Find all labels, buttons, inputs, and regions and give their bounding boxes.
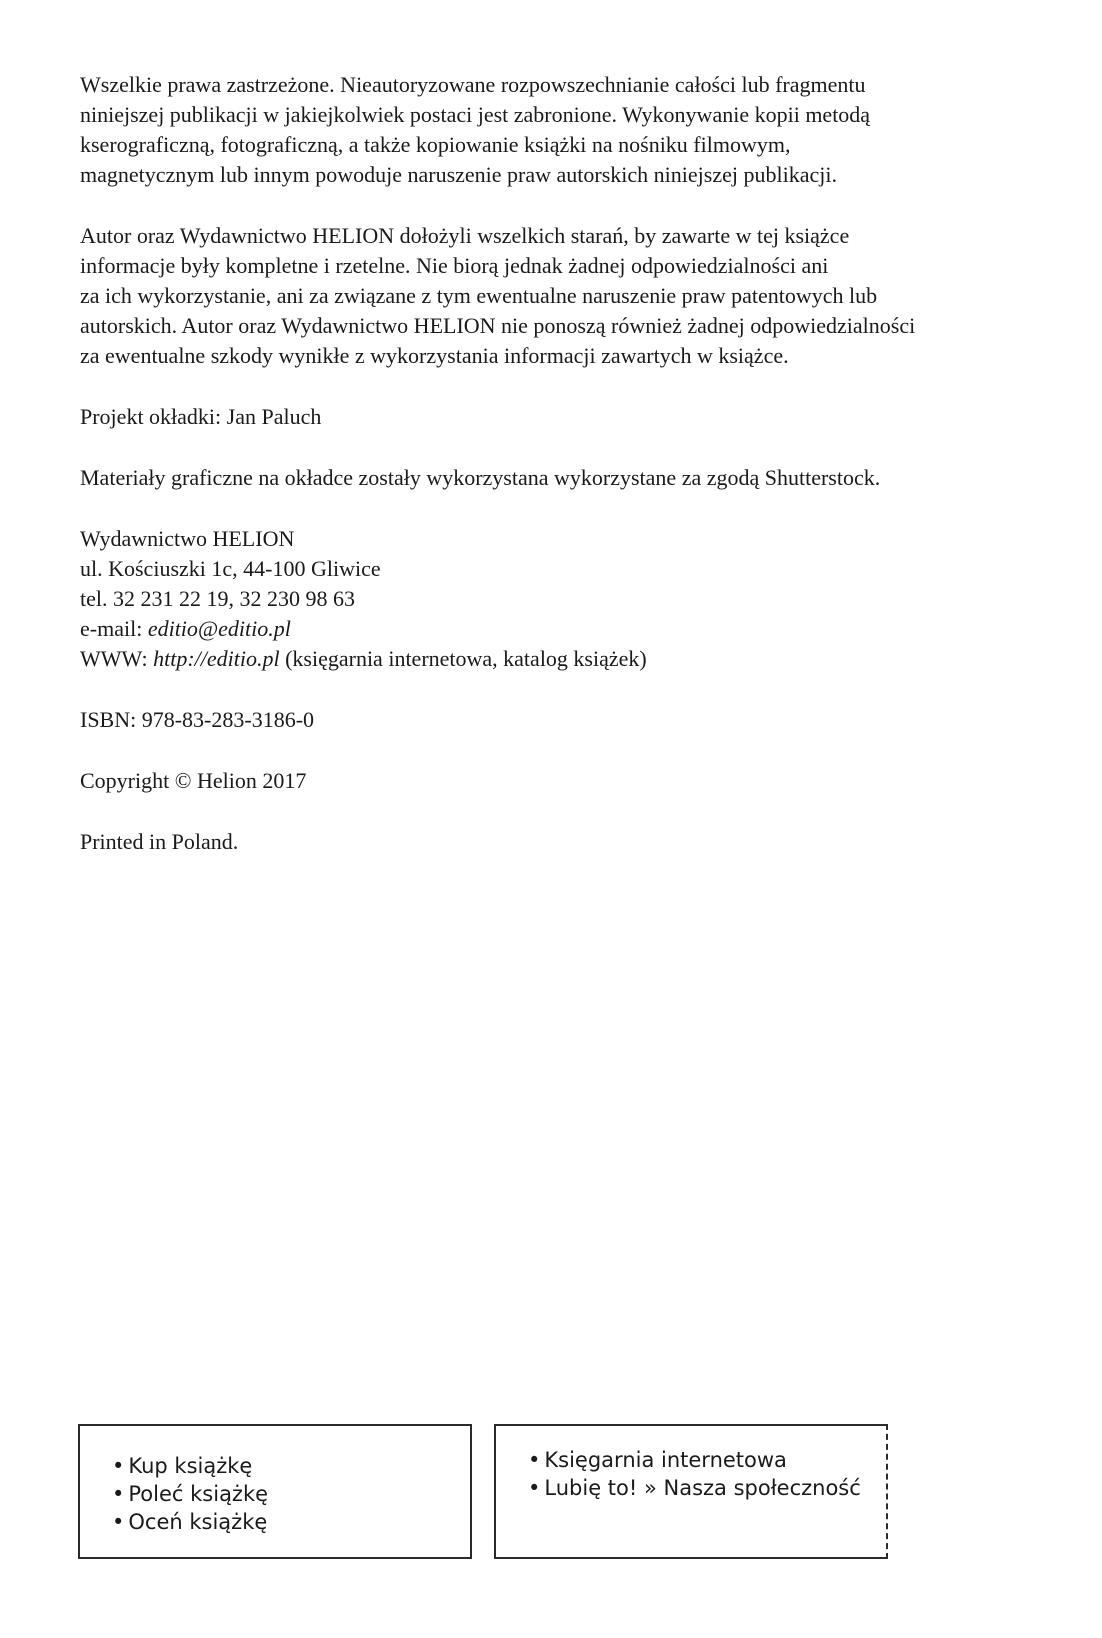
- bullet: •: [112, 1454, 125, 1478]
- buy-book-link[interactable]: [112, 1452, 470, 1480]
- copyright: Copyright © Helion 2017: [80, 768, 307, 793]
- rate-book-label: Oceń książkę: [128, 1510, 268, 1534]
- isbn: ISBN: 978-83-283-3186-0: [80, 707, 315, 732]
- publisher-www-row: [80, 644, 1040, 674]
- disclaimer-line: informacje były kompletne i rzetelne. Nie biorą jednak żadnej odpowiedzialności ani: [80, 253, 829, 278]
- imprint-page: [80, 70, 1040, 888]
- publisher-phone: tel. 32 231 22 19, 32 230 98 63: [80, 586, 355, 611]
- publisher-email-row: [80, 614, 1040, 644]
- disclaimer-line: autorskich. Autor oraz Wydawnictwo HELION nie ponoszą również żadnej odpowiedzialności: [80, 313, 916, 338]
- disclaimer-line: Autor oraz Wydawnictwo HELION dołożyli wszelkich starań, by zawarte w tej książce: [80, 223, 850, 248]
- legal-line: Wszelkie prawa zastrzeżone. Nieautoryzowane rozpowszechnianie całości lub fragmentu: [80, 72, 866, 97]
- community-label: Lubię to! » Nasza społeczność: [544, 1476, 861, 1500]
- www-link[interactable]: http://editio.pl: [153, 646, 280, 671]
- buy-book-label: Kup książkę: [128, 1454, 253, 1478]
- disclaimer: [80, 221, 1040, 371]
- community-link[interactable]: [528, 1474, 886, 1502]
- email-link[interactable]: editio@editio.pl: [147, 616, 291, 641]
- legal-notice: [80, 70, 1040, 190]
- rate-book-link[interactable]: [112, 1508, 470, 1536]
- book-actions-list: [112, 1452, 470, 1536]
- disclaimer-line: za ewentualne szkody wynikłe z wykorzystania informacji zawartych w książce.: [80, 343, 789, 368]
- email-label: e-mail:: [80, 616, 148, 641]
- bookstore-link[interactable]: [528, 1446, 886, 1474]
- printed-in: Printed in Poland.: [80, 829, 239, 854]
- bullet: •: [528, 1476, 541, 1500]
- www-label: WWW:: [80, 646, 154, 671]
- disclaimer-line: za ich wykorzystanie, ani za związane z tym ewentualne naruszenie praw patentowych lub: [80, 283, 878, 308]
- bookstore-label: Księgarnia internetowa: [544, 1448, 787, 1472]
- publisher-info: [80, 524, 1040, 674]
- community-list: [528, 1446, 886, 1502]
- graphics-credit: Materiały graficzne na okładce zostały wykorzystana wykorzystane za zgodą Shutterstock.: [80, 465, 881, 490]
- publisher-name: Wydawnictwo HELION: [80, 526, 295, 551]
- bullet: •: [112, 1482, 125, 1506]
- community-box: [494, 1424, 888, 1559]
- cover-project: Projekt okładki: Jan Paluch: [80, 404, 322, 429]
- book-actions-box: [78, 1424, 472, 1559]
- bullet: •: [528, 1448, 541, 1472]
- recommend-book-label: Poleć książkę: [128, 1482, 269, 1506]
- bullet: •: [112, 1510, 125, 1534]
- legal-line: niniejszej publikacji w jakiejkolwiek postaci jest zabronione. Wykonywanie kopii metodą: [80, 102, 871, 127]
- legal-line: kserograficzną, fotograficzną, a także kopiowanie książki na nośniku filmowym,: [80, 132, 791, 157]
- publisher-address: ul. Kościuszki 1c, 44-100 Gliwice: [80, 556, 381, 581]
- recommend-book-link[interactable]: [112, 1480, 470, 1508]
- www-note: (księgarnia internetowa, katalog książek): [279, 646, 647, 671]
- legal-line: magnetycznym lub innym powoduje naruszenie praw autorskich niniejszej publikacji.: [80, 162, 837, 187]
